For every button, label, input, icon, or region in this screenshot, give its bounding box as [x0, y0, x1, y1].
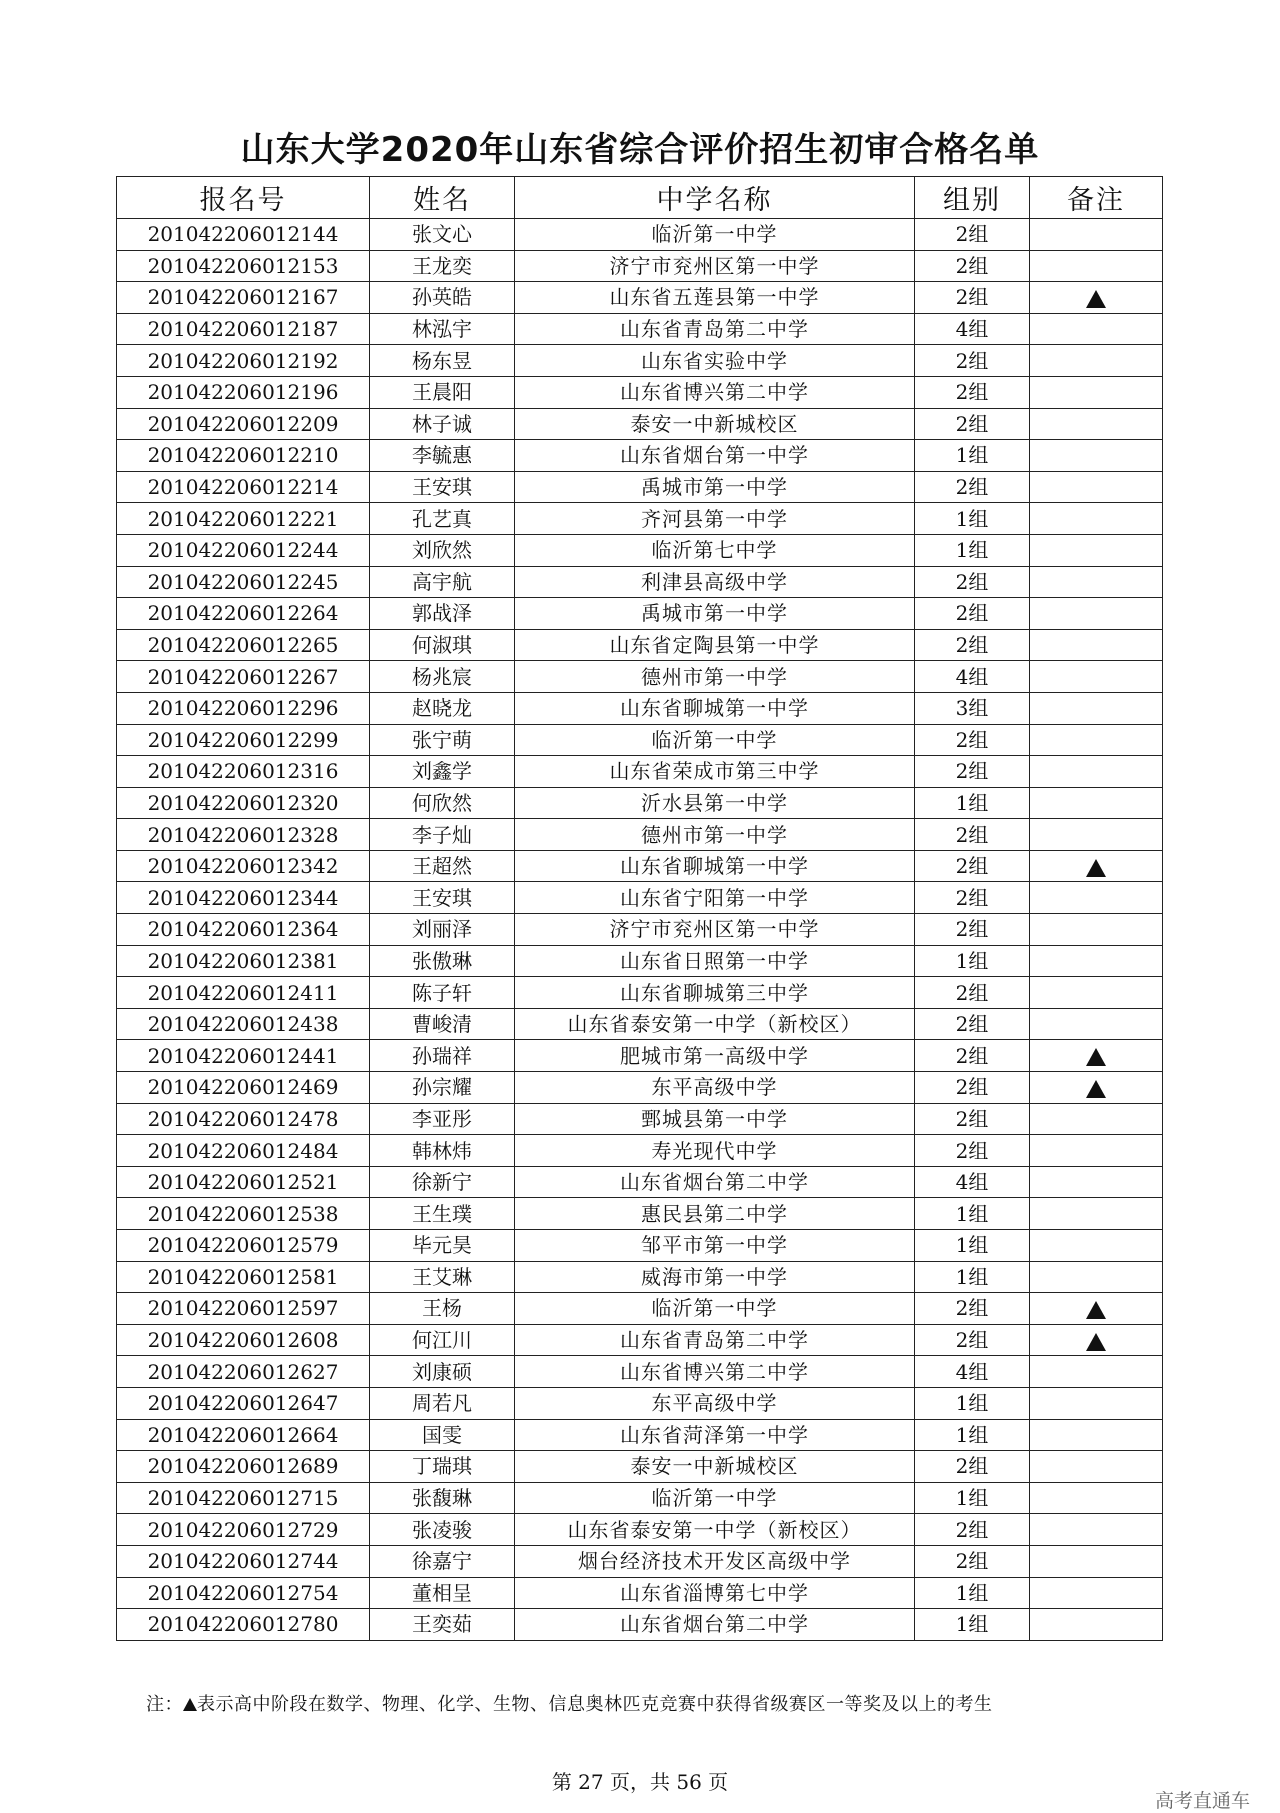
cell-school: 山东省泰安第一中学（新校区）: [515, 1514, 915, 1546]
cell-group: 2组: [915, 724, 1030, 756]
cell-school: 山东省日照第一中学: [515, 945, 915, 977]
cell-remark: [1030, 1230, 1163, 1262]
table-row: [117, 1008, 1163, 1040]
cell-group: 2组: [915, 1514, 1030, 1546]
cell-remark: [1030, 1324, 1163, 1356]
cell-remark: [1030, 282, 1163, 314]
header-school: 中学名称: [515, 177, 915, 219]
footnote: [146, 1690, 993, 1716]
cell-group: 1组: [915, 534, 1030, 566]
table-row: [117, 282, 1163, 314]
cell-remark: [1030, 787, 1163, 819]
cell-name: 王生璞: [370, 1198, 515, 1230]
cell-group: 4组: [915, 1166, 1030, 1198]
table-row: [117, 1230, 1163, 1262]
cell-id: 201042206012411: [117, 977, 370, 1009]
cell-name: 何欣然: [370, 787, 515, 819]
cell-id: 201042206012144: [117, 219, 370, 251]
cell-group: 2组: [915, 882, 1030, 914]
cell-name: 张文心: [370, 219, 515, 251]
cell-group: 1组: [915, 1419, 1030, 1451]
cell-name: 孙英皓: [370, 282, 515, 314]
cell-group: 1组: [915, 1230, 1030, 1262]
cell-name: 徐嘉宁: [370, 1545, 515, 1577]
cell-id: 201042206012478: [117, 1103, 370, 1135]
table-row: [117, 313, 1163, 345]
cell-school: 禹城市第一中学: [515, 471, 915, 503]
cell-name: 李亚彤: [370, 1103, 515, 1135]
table-row: [117, 1577, 1163, 1609]
cell-name: 林子诚: [370, 408, 515, 440]
cell-school: 山东省菏泽第一中学: [515, 1419, 915, 1451]
cell-name: 陈子轩: [370, 977, 515, 1009]
table-row: [117, 945, 1163, 977]
cell-group: 1组: [915, 1482, 1030, 1514]
table-row: [117, 756, 1163, 788]
cell-school: 临沂第一中学: [515, 219, 915, 251]
cell-name: 何江川: [370, 1324, 515, 1356]
cell-school: 山东省聊城第一中学: [515, 850, 915, 882]
cell-group: 2组: [915, 914, 1030, 946]
cell-name: 张傲琳: [370, 945, 515, 977]
table-row: [117, 661, 1163, 693]
cell-group: 1组: [915, 1577, 1030, 1609]
cell-school: 山东省博兴第二中学: [515, 376, 915, 408]
cell-school: 齐河县第一中学: [515, 503, 915, 535]
cell-remark: [1030, 1135, 1163, 1167]
table-row: [117, 692, 1163, 724]
cell-name: 孔艺真: [370, 503, 515, 535]
header-id: 报名号: [117, 177, 370, 219]
cell-remark: [1030, 503, 1163, 535]
cell-id: 201042206012581: [117, 1261, 370, 1293]
cell-remark: [1030, 1577, 1163, 1609]
table-row: [117, 914, 1163, 946]
cell-id: 201042206012265: [117, 629, 370, 661]
cell-id: 201042206012608: [117, 1324, 370, 1356]
cell-name: 刘欣然: [370, 534, 515, 566]
cell-id: 201042206012484: [117, 1135, 370, 1167]
cell-group: 4组: [915, 313, 1030, 345]
footnote-text: 表示高中阶段在数学、物理、化学、生物、信息奥林匹克竞赛中获得省级赛区一等奖及以上的考生: [197, 1694, 993, 1715]
cell-school: 山东省实验中学: [515, 345, 915, 377]
cell-id: 201042206012715: [117, 1482, 370, 1514]
cell-name: 高宇航: [370, 566, 515, 598]
cell-id: 201042206012579: [117, 1230, 370, 1262]
table-row: [117, 724, 1163, 756]
cell-school: 山东省淄博第七中学: [515, 1577, 915, 1609]
cell-remark: [1030, 629, 1163, 661]
cell-id: 201042206012320: [117, 787, 370, 819]
cell-remark: [1030, 1387, 1163, 1419]
table-row: [117, 376, 1163, 408]
cell-school: 威海市第一中学: [515, 1261, 915, 1293]
cell-school: 临沂第一中学: [515, 724, 915, 756]
header-name: 姓名: [370, 177, 515, 219]
cell-school: 山东省荣成市第三中学: [515, 756, 915, 788]
table-row: [117, 1324, 1163, 1356]
cell-id: 201042206012754: [117, 1577, 370, 1609]
cell-id: 201042206012221: [117, 503, 370, 535]
cell-name: 刘鑫学: [370, 756, 515, 788]
cell-name: 孙瑞祥: [370, 1040, 515, 1072]
cell-name: 王杨: [370, 1293, 515, 1325]
cell-id: 201042206012521: [117, 1166, 370, 1198]
cell-school: 山东省青岛第二中学: [515, 1324, 915, 1356]
cell-remark: [1030, 945, 1163, 977]
cell-group: 2组: [915, 1008, 1030, 1040]
cell-group: 2组: [915, 1324, 1030, 1356]
cell-id: 201042206012538: [117, 1198, 370, 1230]
cell-remark: [1030, 250, 1163, 282]
cell-remark: [1030, 692, 1163, 724]
cell-name: 李子灿: [370, 819, 515, 851]
cell-remark: [1030, 1008, 1163, 1040]
cell-remark: [1030, 345, 1163, 377]
cell-name: 王奕茹: [370, 1609, 515, 1641]
cell-id: 201042206012729: [117, 1514, 370, 1546]
cell-school: 山东省青岛第二中学: [515, 313, 915, 345]
cell-school: 利津县高级中学: [515, 566, 915, 598]
cell-group: 2组: [915, 850, 1030, 882]
cell-id: 201042206012296: [117, 692, 370, 724]
cell-remark: [1030, 1514, 1163, 1546]
cell-remark: [1030, 1419, 1163, 1451]
cell-id: 201042206012328: [117, 819, 370, 851]
cell-school: 肥城市第一高级中学: [515, 1040, 915, 1072]
cell-group: 2组: [915, 408, 1030, 440]
document-title: 山东大学2020年山东省综合评价招生初审合格名单: [240, 130, 1040, 170]
cell-remark: [1030, 882, 1163, 914]
cell-remark: [1030, 598, 1163, 630]
cell-school: 德州市第一中学: [515, 819, 915, 851]
table-row: [117, 1482, 1163, 1514]
cell-group: 2组: [915, 219, 1030, 251]
cell-school: 禹城市第一中学: [515, 598, 915, 630]
cell-name: 王晨阳: [370, 376, 515, 408]
cell-name: 国雯: [370, 1419, 515, 1451]
cell-id: 201042206012245: [117, 566, 370, 598]
cell-id: 201042206012744: [117, 1545, 370, 1577]
triangle-icon: [1086, 859, 1106, 877]
cell-remark: [1030, 1482, 1163, 1514]
cell-id: 201042206012664: [117, 1419, 370, 1451]
cell-remark: [1030, 534, 1163, 566]
table-row: [117, 1040, 1163, 1072]
cell-school: 泰安一中新城校区: [515, 408, 915, 440]
cell-remark: [1030, 819, 1163, 851]
cell-id: 201042206012381: [117, 945, 370, 977]
cell-remark: [1030, 1072, 1163, 1104]
cell-school: 山东省博兴第二中学: [515, 1356, 915, 1388]
cell-remark: [1030, 1356, 1163, 1388]
cell-name: 林泓宇: [370, 313, 515, 345]
table-row: [117, 1072, 1163, 1104]
cell-name: 丁瑞琪: [370, 1451, 515, 1483]
table-row: [117, 503, 1163, 535]
table-row: [117, 1609, 1163, 1641]
cell-id: 201042206012316: [117, 756, 370, 788]
cell-school: 山东省烟台第二中学: [515, 1609, 915, 1641]
table-row: [117, 534, 1163, 566]
cell-name: 赵晓龙: [370, 692, 515, 724]
table-body: [117, 219, 1163, 1641]
cell-id: 201042206012196: [117, 376, 370, 408]
cell-school: 山东省定陶县第一中学: [515, 629, 915, 661]
cell-group: 1组: [915, 1261, 1030, 1293]
cell-remark: [1030, 376, 1163, 408]
cell-name: 何淑琪: [370, 629, 515, 661]
cell-group: 2组: [915, 1451, 1030, 1483]
cell-id: 201042206012264: [117, 598, 370, 630]
cell-group: 1组: [915, 503, 1030, 535]
watermark: 高考直通车: [1154, 1790, 1250, 1812]
cell-group: 4组: [915, 661, 1030, 693]
cell-id: 201042206012209: [117, 408, 370, 440]
table-row: [117, 566, 1163, 598]
candidate-table: [116, 176, 1163, 1641]
cell-remark: [1030, 977, 1163, 1009]
cell-group: 2组: [915, 629, 1030, 661]
cell-group: 2组: [915, 1135, 1030, 1167]
cell-remark: [1030, 1451, 1163, 1483]
cell-remark: [1030, 219, 1163, 251]
cell-group: 1组: [915, 440, 1030, 472]
cell-id: 201042206012342: [117, 850, 370, 882]
cell-name: 李毓惠: [370, 440, 515, 472]
table-row: [117, 1387, 1163, 1419]
table-row: [117, 1356, 1163, 1388]
cell-name: 杨兆宸: [370, 661, 515, 693]
table-row: [117, 882, 1163, 914]
cell-school: 鄄城县第一中学: [515, 1103, 915, 1135]
cell-group: 3组: [915, 692, 1030, 724]
cell-group: 2组: [915, 819, 1030, 851]
cell-school: 山东省宁阳第一中学: [515, 882, 915, 914]
cell-school: 沂水县第一中学: [515, 787, 915, 819]
cell-name: 刘康硕: [370, 1356, 515, 1388]
table-row: [117, 1261, 1163, 1293]
cell-name: 王艾琳: [370, 1261, 515, 1293]
cell-name: 王安琪: [370, 471, 515, 503]
cell-id: 201042206012267: [117, 661, 370, 693]
table-row: [117, 787, 1163, 819]
cell-name: 韩林炜: [370, 1135, 515, 1167]
cell-group: 1组: [915, 787, 1030, 819]
cell-id: 201042206012344: [117, 882, 370, 914]
cell-school: 山东省泰安第一中学（新校区）: [515, 1008, 915, 1040]
cell-group: 4组: [915, 1356, 1030, 1388]
triangle-icon: [1086, 1301, 1106, 1319]
cell-name: 张馥琳: [370, 1482, 515, 1514]
cell-remark: [1030, 914, 1163, 946]
cell-id: 201042206012438: [117, 1008, 370, 1040]
cell-remark: [1030, 850, 1163, 882]
cell-group: 2组: [915, 977, 1030, 1009]
cell-id: 201042206012299: [117, 724, 370, 756]
cell-group: 2组: [915, 1103, 1030, 1135]
cell-group: 1组: [915, 1609, 1030, 1641]
cell-name: 毕元昊: [370, 1230, 515, 1262]
cell-school: 济宁市兖州区第一中学: [515, 250, 915, 282]
cell-name: 王龙奕: [370, 250, 515, 282]
cell-id: 201042206012214: [117, 471, 370, 503]
triangle-icon: [1086, 1080, 1106, 1098]
cell-name: 孙宗耀: [370, 1072, 515, 1104]
table-row: [117, 850, 1163, 882]
table-row: [117, 629, 1163, 661]
cell-group: 2组: [915, 345, 1030, 377]
cell-name: 刘丽泽: [370, 914, 515, 946]
triangle-icon: [1086, 1333, 1106, 1351]
cell-remark: [1030, 661, 1163, 693]
cell-name: 张凌骏: [370, 1514, 515, 1546]
cell-name: 张宁萌: [370, 724, 515, 756]
cell-id: 201042206012780: [117, 1609, 370, 1641]
cell-remark: [1030, 1293, 1163, 1325]
cell-school: 寿光现代中学: [515, 1135, 915, 1167]
cell-id: 201042206012441: [117, 1040, 370, 1072]
footnote-prefix: 注：: [146, 1694, 183, 1715]
cell-id: 201042206012364: [117, 914, 370, 946]
cell-id: 201042206012689: [117, 1451, 370, 1483]
cell-remark: [1030, 724, 1163, 756]
cell-name: 王安琪: [370, 882, 515, 914]
cell-school: 山东省烟台第二中学: [515, 1166, 915, 1198]
table-row: [117, 1166, 1163, 1198]
table-header-row: [117, 177, 1163, 219]
table-row: [117, 1198, 1163, 1230]
cell-group: 2组: [915, 1545, 1030, 1577]
cell-group: 2组: [915, 282, 1030, 314]
cell-school: 山东省五莲县第一中学: [515, 282, 915, 314]
cell-group: 2组: [915, 1072, 1030, 1104]
cell-group: 2组: [915, 250, 1030, 282]
cell-id: 201042206012244: [117, 534, 370, 566]
cell-group: 2组: [915, 1293, 1030, 1325]
cell-id: 201042206012153: [117, 250, 370, 282]
cell-group: 2组: [915, 566, 1030, 598]
table-row: [117, 345, 1163, 377]
cell-remark: [1030, 1198, 1163, 1230]
cell-id: 201042206012187: [117, 313, 370, 345]
cell-school: 烟台经济技术开发区高级中学: [515, 1545, 915, 1577]
cell-remark: [1030, 1103, 1163, 1135]
table-row: [117, 1451, 1163, 1483]
table-row: [117, 819, 1163, 851]
cell-group: 2组: [915, 1040, 1030, 1072]
table-row: [117, 1545, 1163, 1577]
cell-school: 泰安一中新城校区: [515, 1451, 915, 1483]
cell-name: 曹峻清: [370, 1008, 515, 1040]
cell-remark: [1030, 1261, 1163, 1293]
cell-name: 周若凡: [370, 1387, 515, 1419]
table-row: [117, 598, 1163, 630]
page-number: 第 27 页，共 56 页: [551, 1770, 729, 1794]
triangle-icon: [1086, 1048, 1106, 1066]
cell-school: 邹平市第一中学: [515, 1230, 915, 1262]
cell-id: 201042206012210: [117, 440, 370, 472]
table-row: [117, 977, 1163, 1009]
cell-name: 董相呈: [370, 1577, 515, 1609]
cell-remark: [1030, 1545, 1163, 1577]
cell-school: 山东省烟台第一中学: [515, 440, 915, 472]
cell-group: 1组: [915, 945, 1030, 977]
cell-remark: [1030, 1040, 1163, 1072]
table-row: [117, 440, 1163, 472]
table-row: [117, 408, 1163, 440]
table-row: [117, 471, 1163, 503]
cell-remark: [1030, 756, 1163, 788]
cell-school: 山东省聊城第一中学: [515, 692, 915, 724]
cell-group: 2组: [915, 376, 1030, 408]
cell-id: 201042206012167: [117, 282, 370, 314]
triangle-icon: [1086, 290, 1106, 308]
cell-id: 201042206012647: [117, 1387, 370, 1419]
header-group: 组别: [915, 177, 1030, 219]
cell-school: 山东省聊城第三中学: [515, 977, 915, 1009]
cell-name: 郭战泽: [370, 598, 515, 630]
cell-group: 1组: [915, 1387, 1030, 1419]
cell-remark: [1030, 471, 1163, 503]
header-remark: 备注: [1030, 177, 1163, 219]
cell-group: 2组: [915, 471, 1030, 503]
cell-name: 杨东昱: [370, 345, 515, 377]
table-row: [117, 1293, 1163, 1325]
table-row: [117, 1103, 1163, 1135]
cell-remark: [1030, 313, 1163, 345]
cell-group: 1组: [915, 1198, 1030, 1230]
cell-name: 王超然: [370, 850, 515, 882]
table-row: [117, 1419, 1163, 1451]
table-row: [117, 1135, 1163, 1167]
cell-school: 临沂第七中学: [515, 534, 915, 566]
cell-school: 东平高级中学: [515, 1387, 915, 1419]
cell-school: 东平高级中学: [515, 1072, 915, 1104]
table-row: [117, 1514, 1163, 1546]
table-row: [117, 250, 1163, 282]
cell-id: 201042206012597: [117, 1293, 370, 1325]
cell-remark: [1030, 566, 1163, 598]
cell-remark: [1030, 440, 1163, 472]
cell-name: 徐新宁: [370, 1166, 515, 1198]
cell-id: 201042206012627: [117, 1356, 370, 1388]
cell-group: 2组: [915, 598, 1030, 630]
cell-remark: [1030, 1166, 1163, 1198]
cell-id: 201042206012469: [117, 1072, 370, 1104]
triangle-icon: [183, 1698, 197, 1711]
cell-school: 临沂第一中学: [515, 1482, 915, 1514]
cell-remark: [1030, 408, 1163, 440]
cell-id: 201042206012192: [117, 345, 370, 377]
cell-school: 德州市第一中学: [515, 661, 915, 693]
cell-group: 2组: [915, 756, 1030, 788]
cell-school: 临沂第一中学: [515, 1293, 915, 1325]
cell-remark: [1030, 1609, 1163, 1641]
table-row: [117, 219, 1163, 251]
cell-school: 惠民县第二中学: [515, 1198, 915, 1230]
cell-school: 济宁市兖州区第一中学: [515, 914, 915, 946]
